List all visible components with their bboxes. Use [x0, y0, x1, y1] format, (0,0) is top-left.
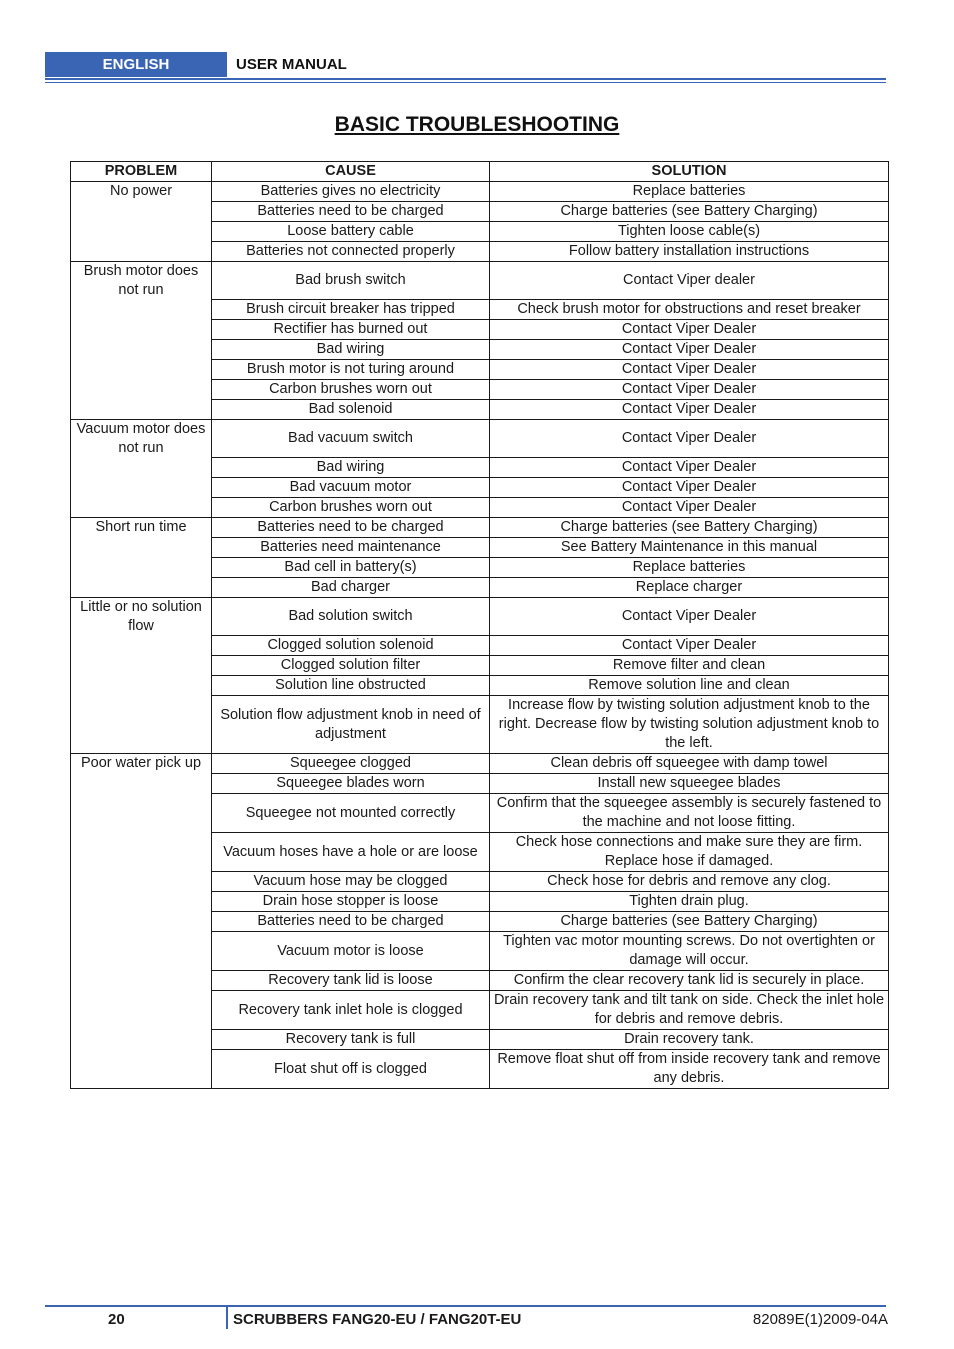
- cause-cell: Brush circuit breaker has tripped: [212, 300, 490, 320]
- solution-cell: Contact Viper Dealer: [490, 478, 889, 498]
- language-badge: ENGLISH: [45, 52, 227, 77]
- solution-cell: Tighten vac motor mounting screws. Do not overtighten or damage will occur.: [490, 932, 889, 971]
- cause-cell: Squeegee blades worn: [212, 774, 490, 794]
- cause-cell: Squeegee clogged: [212, 754, 490, 774]
- cause-cell: Batteries gives no electricity: [212, 182, 490, 202]
- solution-cell: Charge batteries (see Battery Charging): [490, 202, 889, 222]
- footer-divider: [226, 1307, 228, 1329]
- solution-cell: Drain recovery tank.: [490, 1030, 889, 1050]
- solution-cell: Contact Viper Dealer: [490, 360, 889, 380]
- solution-cell: Drain recovery tank and tilt tank on side. Check the inlet hole for debris and remove debris.: [490, 991, 889, 1030]
- cause-cell: Batteries need maintenance: [212, 538, 490, 558]
- header-rule: [45, 78, 886, 80]
- cause-cell: Squeegee not mounted correctly: [212, 794, 490, 833]
- column-header-cause: CAUSE: [212, 162, 490, 182]
- problem-cell: Poor water pick up: [71, 754, 212, 1089]
- problem-cell: Vacuum motor does not run: [71, 420, 212, 518]
- table-body: [71, 182, 889, 1089]
- table-row: [71, 518, 889, 538]
- problem-cell: No power: [71, 182, 212, 262]
- problem-cell: Short run time: [71, 518, 212, 598]
- table-row: [71, 754, 889, 774]
- table-row: [71, 262, 889, 300]
- solution-cell: Clean debris off squeegee with damp towel: [490, 754, 889, 774]
- cause-cell: Recovery tank is full: [212, 1030, 490, 1050]
- cause-cell: Vacuum motor is loose: [212, 932, 490, 971]
- solution-cell: Remove float shut off from inside recovery tank and remove any debris.: [490, 1050, 889, 1089]
- cause-cell: Batteries need to be charged: [212, 912, 490, 932]
- cause-cell: Batteries need to be charged: [212, 518, 490, 538]
- cause-cell: Bad vacuum motor: [212, 478, 490, 498]
- header-rule-thin: [45, 82, 886, 83]
- solution-cell: Confirm that the squeegee assembly is securely fastened to the machine and not loose fitting.: [490, 794, 889, 833]
- header-title: USER MANUAL: [236, 56, 347, 73]
- table-header-row: [71, 162, 889, 182]
- solution-cell: Contact Viper Dealer: [490, 380, 889, 400]
- cause-cell: Vacuum hose may be clogged: [212, 872, 490, 892]
- cause-cell: Bad brush switch: [212, 262, 490, 300]
- table-row: [71, 598, 889, 636]
- cause-cell: Bad wiring: [212, 458, 490, 478]
- solution-cell: Contact Viper Dealer: [490, 498, 889, 518]
- cause-cell: Bad vacuum switch: [212, 420, 490, 458]
- solution-cell: Contact Viper dealer: [490, 262, 889, 300]
- solution-cell: Install new squeegee blades: [490, 774, 889, 794]
- solution-cell: Tighten drain plug.: [490, 892, 889, 912]
- table-row: [71, 420, 889, 458]
- cause-cell: Solution flow adjustment knob in need of adjustment: [212, 696, 490, 754]
- solution-cell: Replace charger: [490, 578, 889, 598]
- page-title: BASIC TROUBLESHOOTING: [334, 113, 620, 136]
- solution-cell: Check brush motor for obstructions and reset breaker: [490, 300, 889, 320]
- solution-cell: Check hose for debris and remove any clog.: [490, 872, 889, 892]
- solution-cell: Replace batteries: [490, 558, 889, 578]
- solution-cell: Contact Viper Dealer: [490, 636, 889, 656]
- solution-cell: Contact Viper Dealer: [490, 320, 889, 340]
- solution-cell: Contact Viper Dealer: [490, 340, 889, 360]
- column-header-problem: PROBLEM: [71, 162, 212, 182]
- cause-cell: Bad solution switch: [212, 598, 490, 636]
- cause-cell: Batteries need to be charged: [212, 202, 490, 222]
- solution-cell: Contact Viper Dealer: [490, 400, 889, 420]
- cause-cell: Float shut off is clogged: [212, 1050, 490, 1089]
- cause-cell: Recovery tank inlet hole is clogged: [212, 991, 490, 1030]
- cause-cell: Recovery tank lid is loose: [212, 971, 490, 991]
- footer-document-code: 82089E(1)2009-04A: [752, 1311, 888, 1328]
- solution-cell: Charge batteries (see Battery Charging): [490, 912, 889, 932]
- solution-cell: Check hose connections and make sure they are firm. Replace hose if damaged.: [490, 833, 889, 872]
- problem-cell: Little or no solution flow: [71, 598, 212, 754]
- solution-cell: Charge batteries (see Battery Charging): [490, 518, 889, 538]
- cause-cell: Carbon brushes worn out: [212, 498, 490, 518]
- cause-cell: Clogged solution solenoid: [212, 636, 490, 656]
- solution-cell: Confirm the clear recovery tank lid is securely in place.: [490, 971, 889, 991]
- cause-cell: Rectifier has burned out: [212, 320, 490, 340]
- solution-cell: Contact Viper Dealer: [490, 598, 889, 636]
- solution-cell: Tighten loose cable(s): [490, 222, 889, 242]
- cause-cell: Vacuum hoses have a hole or are loose: [212, 833, 490, 872]
- page-number: 20: [108, 1311, 125, 1328]
- solution-cell: Follow battery installation instructions: [490, 242, 889, 262]
- solution-cell: Contact Viper Dealer: [490, 420, 889, 458]
- cause-cell: Loose battery cable: [212, 222, 490, 242]
- cause-cell: Clogged solution filter: [212, 656, 490, 676]
- footer-model: SCRUBBERS FANG20-EU / FANG20T-EU: [233, 1311, 522, 1328]
- solution-cell: See Battery Maintenance in this manual: [490, 538, 889, 558]
- cause-cell: Brush motor is not turing around: [212, 360, 490, 380]
- footer-rule: [45, 1305, 886, 1307]
- problem-cell: Brush motor does not run: [71, 262, 212, 420]
- solution-cell: Remove filter and clean: [490, 656, 889, 676]
- column-header-solution: SOLUTION: [490, 162, 889, 182]
- solution-cell: Contact Viper Dealer: [490, 458, 889, 478]
- cause-cell: Batteries not connected properly: [212, 242, 490, 262]
- troubleshooting-table: [70, 161, 889, 1089]
- solution-cell: Increase flow by twisting solution adjustment knob to the right. Decrease flow by twisting solution adjustment knob to the left.: [490, 696, 889, 754]
- cause-cell: Bad charger: [212, 578, 490, 598]
- cause-cell: Bad cell in battery(s): [212, 558, 490, 578]
- cause-cell: Solution line obstructed: [212, 676, 490, 696]
- cause-cell: Bad wiring: [212, 340, 490, 360]
- cause-cell: Carbon brushes worn out: [212, 380, 490, 400]
- solution-cell: Replace batteries: [490, 182, 889, 202]
- cause-cell: Bad solenoid: [212, 400, 490, 420]
- cause-cell: Drain hose stopper is loose: [212, 892, 490, 912]
- table-row: [71, 182, 889, 202]
- solution-cell: Remove solution line and clean: [490, 676, 889, 696]
